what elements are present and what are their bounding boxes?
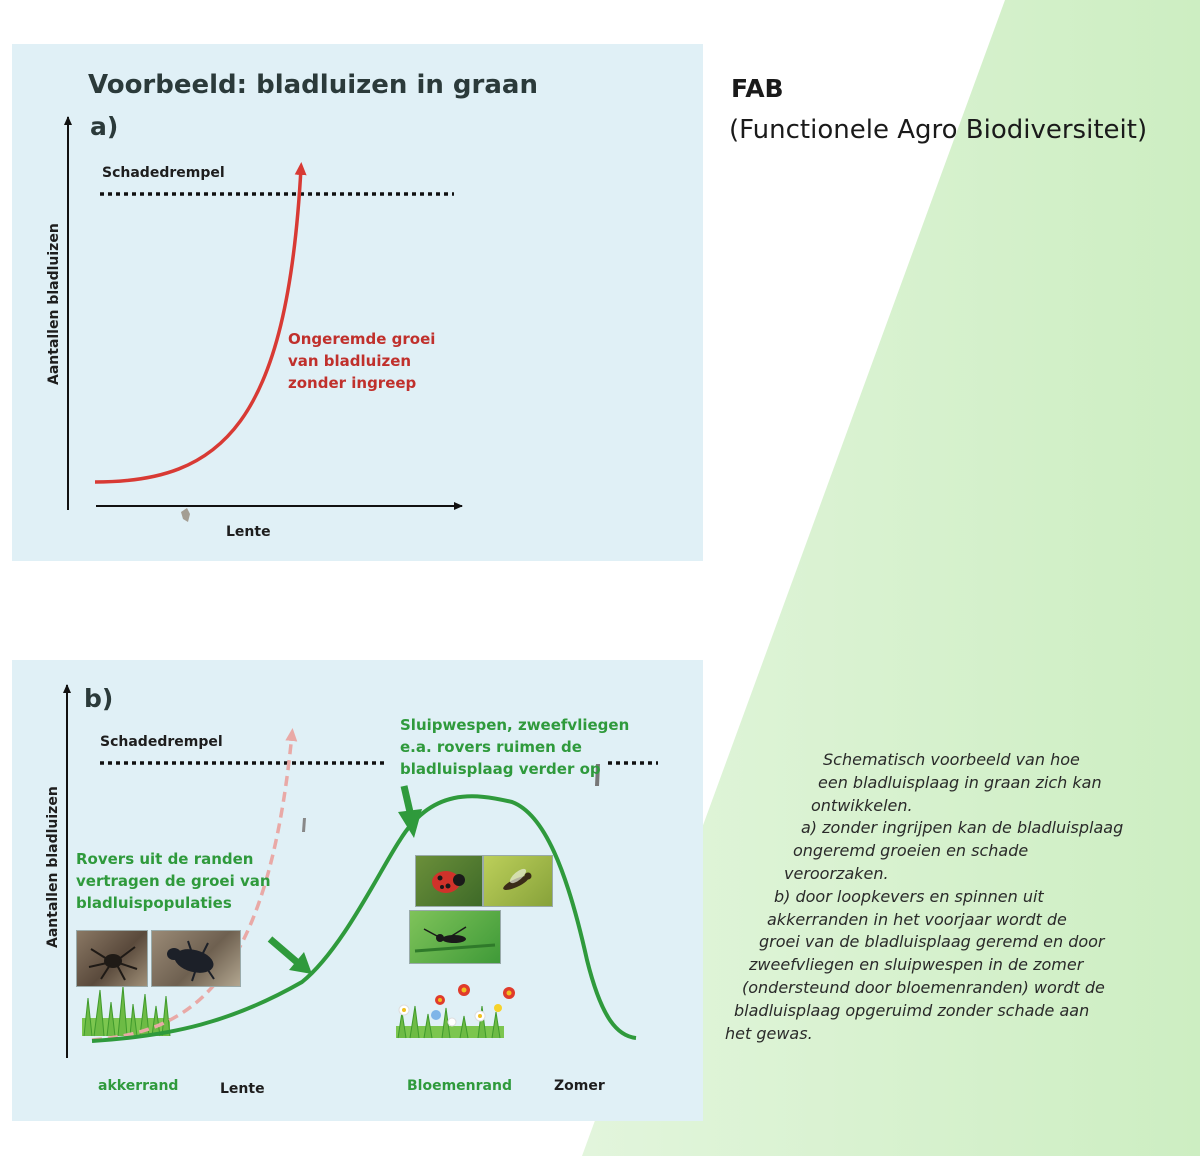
caption-line: a) zonder ingrijpen kan de bladluisplaag [801,818,1124,838]
caption-line: ontwikkelen. [811,795,913,815]
note-line: e.a. rovers ruimen de [400,738,582,756]
caption-line: ongeremd groeien en schade [793,841,1029,861]
caption-line: het gewas. [725,1023,813,1043]
smudge-mark [302,818,306,832]
field-edge-label: akkerrand [98,1078,179,1094]
caption-line: zweefvliegen en sluipwespen in de zomer [749,955,1084,975]
note-line: van bladluizen [288,352,412,370]
diagram-title: Voorbeeld: bladluizen in graan [88,70,538,100]
grass-illustration [82,986,170,1036]
note-line: vertragen de groei van [76,872,271,890]
panel-a-graph [12,44,703,561]
flowers-illustration [396,984,515,1038]
arrow-to-curve-peak [398,786,422,838]
spring-label: Lente [220,1081,265,1097]
caption-line: akkerranden in het voorjaar wordt de [767,909,1067,929]
panel-b [12,660,703,1121]
x-axis-label: Lente [226,524,271,540]
fab-subtitle: (Functionele Agro Biodiversiteit) [729,115,1148,145]
panel-b-label: b) [84,684,114,713]
unchecked-growth-note [288,328,435,394]
caption-line: (ondersteund door bloemenranden) wordt de [742,977,1105,997]
ladybird-icon [416,856,482,906]
summer-label: Zomer [554,1078,605,1094]
caption-line: een bladluisplaag in graan zich kan [818,772,1102,792]
controlled-population-curve [92,796,636,1041]
panel-a [12,44,703,561]
ladybird-photo [415,855,483,907]
unchecked-growth-curve [95,168,301,482]
fab-title: FAB [731,74,784,103]
note-line: bladluispopulaties [76,894,232,912]
wasp-icon [410,911,500,963]
caption-line: veroorzaken. [784,863,889,883]
note-line: zonder ingreep [288,374,417,392]
predators-from-edges-note [76,848,271,914]
threshold-label: Schadedrempel [102,165,225,181]
spider-icon [77,931,147,986]
y-axis-label: Aantallen bladluizen [45,786,61,948]
ground-beetle-photo [151,930,241,987]
y-axis-label: Aantallen bladluizen [46,223,62,385]
note-line: Ongeremde groei [288,330,436,348]
arrow-to-growth-curve [270,939,312,974]
caption-line: groei van de bladluisplaag geremd en door [759,932,1105,952]
note-line: Sluipwespen, zweefvliegen [400,716,630,734]
threshold-label: Schadedrempel [100,734,223,750]
hoverfly-photo [483,855,553,907]
smudge-mark [181,508,190,522]
spider-photo [76,930,148,987]
panel-a-label: a) [90,112,119,141]
note-line: bladluisplaag verder op [400,760,601,778]
caption-line: Schematisch voorbeeld van hoe [823,750,1080,769]
caption-line: b) door loopkevers en spinnen uit [774,886,1044,906]
note-line: Rovers uit de randen [76,850,254,868]
parasitoids-hoverflies-note [400,714,629,780]
caption-line: bladluisplaag opgeruimd zonder schade aan [734,1000,1090,1020]
flower-strip-label: Bloemenrand [407,1078,512,1094]
caption-text [720,749,1180,1045]
hoverfly-icon [484,856,552,906]
beetle-icon [152,931,240,986]
parasitic-wasp-photo [409,910,501,964]
